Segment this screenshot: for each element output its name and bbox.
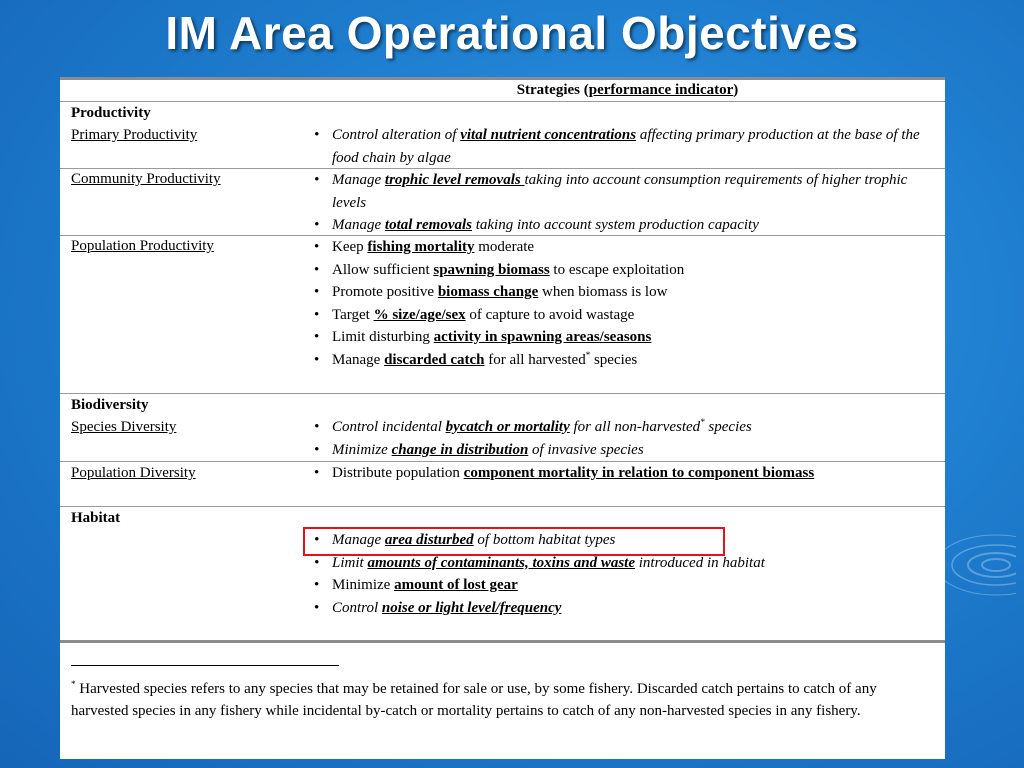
- population-productivity-strategies: [314, 236, 944, 371]
- list-item: • Manage total removals taking into account system production capacity: [314, 217, 759, 233]
- section-community-productivity: Community Productivity: [71, 171, 221, 187]
- table-bottom-rule: [60, 640, 945, 643]
- table-top-rule: [60, 77, 945, 80]
- list-item: • Distribute population component mortality in relation to component biomass: [314, 465, 815, 481]
- section-population-diversity: Population Diversity: [71, 465, 196, 481]
- list-item: • Minimize change in distribution of invasive species: [314, 441, 644, 458]
- section-habitat: Habitat: [71, 510, 121, 526]
- list-item: • Allow sufficient spawning biomass to escape exploitation: [314, 261, 685, 278]
- list-item: • Target % size/age/sex of capture to avoid wastage: [314, 306, 635, 323]
- list-item: • Limit amounts of contaminants, toxins and waste introduced in habitat: [314, 554, 765, 571]
- list-item: • Manage area disturbed of bottom habitat types: [314, 532, 616, 548]
- section-population-productivity: Population Productivity: [71, 238, 214, 254]
- objectives-table: [60, 77, 945, 759]
- list-item: • Control alteration of vital nutrient concentrations affecting primary production at the base of the food chain by algae: [314, 127, 920, 166]
- list-item: • Manage discarded catch for all harvested* species: [314, 349, 638, 368]
- slide-title: IM Area Operational Objectives: [165, 7, 859, 59]
- primary-productivity-strategies: [314, 124, 944, 169]
- population-diversity-strategies: [314, 462, 944, 485]
- highlight-box: [303, 527, 725, 556]
- community-productivity-strategies: [314, 169, 944, 237]
- list-item: • Control incidental bycatch or mortality for all non-harvested* species: [314, 417, 752, 435]
- row-divider: [60, 506, 945, 507]
- list-item: • Minimize amount of lost gear: [314, 577, 518, 593]
- strategies-header: Strategies (performance indicator): [516, 82, 739, 98]
- list-item: • Control noise or light level/frequency: [314, 599, 562, 616]
- species-diversity-strategies: [314, 416, 944, 461]
- footnote: * Harvested species refers to any species that may be retained for sale or use, by some fishery. Discarded catch pertains to catch of any harvested species in any fishery while incidental by-catch or mortality pertains to catch of any non-harvested species in any fishery.: [71, 665, 931, 722]
- footnote-rule: [71, 665, 339, 666]
- list-item: • Promote positive biomass change when biomass is low: [314, 284, 668, 300]
- section-biodiversity: Biodiversity Species Diversity: [71, 397, 177, 435]
- row-divider: [60, 393, 945, 394]
- list-item: • Manage trophic level removals taking into account consumption requirements of higher trophic levels: [314, 172, 908, 211]
- section-productivity: Productivity Primary Productivity: [71, 105, 198, 143]
- list-item: • Limit disturbing activity in spawning areas/seasons: [314, 329, 652, 345]
- list-item: • Keep fishing mortality moderate: [314, 239, 535, 255]
